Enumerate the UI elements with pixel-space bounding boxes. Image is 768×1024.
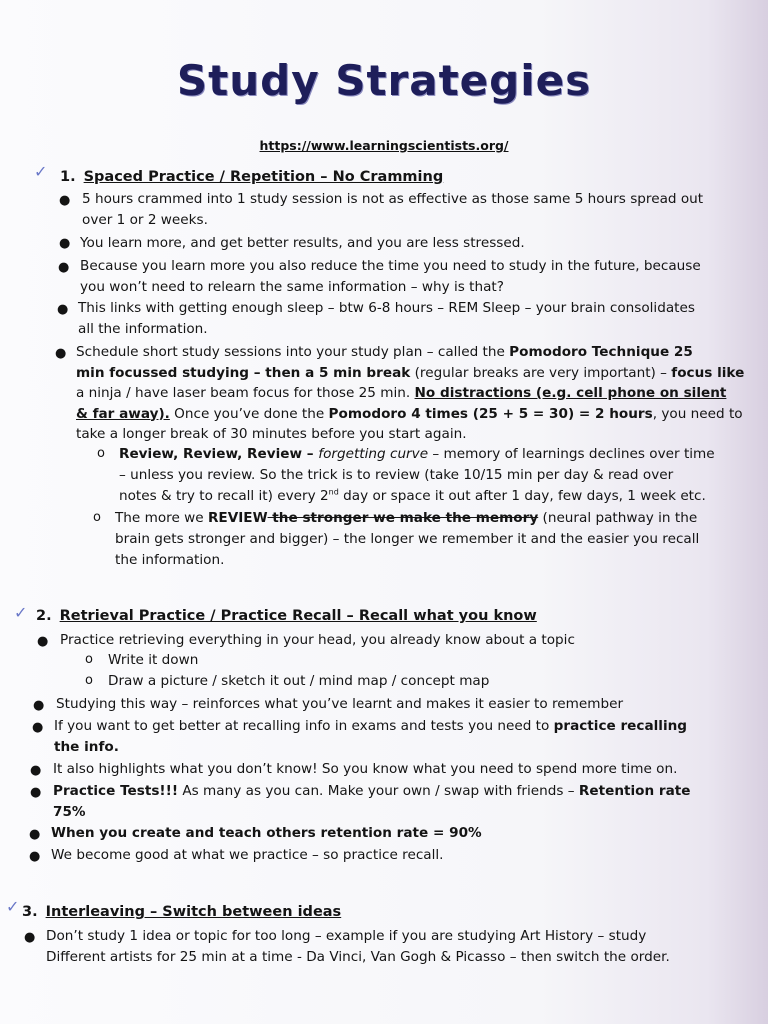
sub-bullet-icon: o bbox=[85, 652, 93, 667]
text-run: a ninja / have laser beam focus for those 25 min. bbox=[76, 385, 415, 401]
section-number: 1. bbox=[60, 169, 76, 185]
list-item-line: Different artists for 25 min at a time - Da Vinci, Van Gogh & Picasso – then switch the order. bbox=[46, 949, 670, 965]
sub-bullet-icon: o bbox=[97, 446, 105, 461]
bullet-icon: ● bbox=[24, 930, 36, 945]
list-item bbox=[60, 630, 575, 651]
list-item-line: We become good at what we practice – so practice recall. bbox=[51, 847, 444, 863]
bullet-icon: ● bbox=[29, 827, 41, 842]
section-title: Retrieval Practice / Practice Recall – Recall what you know bbox=[59, 608, 537, 624]
bold-text: Pomodoro Technique 25 bbox=[509, 344, 693, 360]
list-item-line: brain gets stronger and bigger) – the longer we remember it and the easier you recall bbox=[115, 531, 700, 547]
check-mark-icon: ✓ bbox=[14, 603, 28, 622]
section-number: 3. bbox=[22, 904, 38, 920]
list-item bbox=[51, 845, 444, 866]
underlined-text: & far away). bbox=[76, 405, 170, 422]
list-item-line: Practice retrieving everything in your head, you already know about a topic bbox=[60, 632, 575, 648]
underlined-text: No distractions (e.g. cell phone on silent bbox=[414, 385, 727, 401]
bold-text: 75% bbox=[53, 804, 86, 820]
bold-text: min focussed studying – then a 5 min break bbox=[76, 364, 411, 381]
list-item-line: the information. bbox=[115, 552, 225, 568]
section-number: 2. bbox=[36, 608, 52, 624]
bullet-icon: ● bbox=[37, 634, 49, 649]
bold-text: Retention rate bbox=[578, 783, 691, 799]
bullet-icon: ● bbox=[32, 720, 44, 735]
bold-text: practice recalling bbox=[553, 718, 688, 734]
bold-text: Practice Tests!!! bbox=[53, 783, 179, 799]
text-run: The more we bbox=[115, 510, 208, 526]
struck-text: the stronger we make the memory bbox=[267, 510, 539, 526]
list-item-line bbox=[54, 737, 687, 758]
list-item-line bbox=[53, 781, 691, 802]
list-item-line bbox=[76, 404, 744, 425]
list-item-line: 5 hours crammed into 1 study session is not as effective as those same 5 hours spread out bbox=[82, 191, 704, 207]
bold-text: focus like bbox=[671, 364, 745, 381]
list-item-line: Studying this way – reinforces what you’ve learnt and makes it easier to remember bbox=[56, 696, 624, 712]
list-item bbox=[51, 823, 482, 844]
list-item-line: It also highlights what you don’t know! So you know what you need to spend more time on. bbox=[53, 761, 678, 777]
bullet-icon: ● bbox=[57, 302, 69, 317]
list-item-line: Because you learn more you also reduce the time you need to study in the future, because bbox=[80, 258, 701, 274]
list-item-line bbox=[54, 716, 687, 737]
sub-bullet-icon: o bbox=[85, 673, 93, 688]
list-item-line bbox=[119, 486, 715, 507]
bold-text: Review, Review, Review – bbox=[119, 446, 319, 462]
list-item bbox=[54, 716, 687, 758]
list-item-line: This links with getting enough sleep – btw 6-8 hours – REM Sleep – your brain consolidates bbox=[78, 300, 695, 316]
bullet-icon: ● bbox=[55, 346, 67, 361]
check-mark-icon: ✓ bbox=[34, 162, 48, 181]
bold-text: Pomodoro 4 times (25 + 5 = 30) = 2 hours bbox=[328, 405, 653, 422]
text-run: As many as you can. Make your own / swap with friends – bbox=[178, 783, 579, 799]
list-item-line bbox=[76, 383, 744, 404]
sub-list-item bbox=[119, 444, 715, 507]
list-item-line bbox=[115, 508, 699, 529]
sub-list-item bbox=[115, 508, 699, 571]
text-run: day or space it out after 1 day, few days, 1 week etc. bbox=[338, 488, 706, 504]
sub-list-item bbox=[108, 650, 198, 671]
check-mark-icon: ✓ bbox=[6, 897, 20, 916]
text-run: – memory of learnings declines over time bbox=[428, 446, 715, 462]
text-run: (neural pathway in the bbox=[538, 510, 698, 526]
italic-text: forgetting curve bbox=[318, 446, 429, 462]
list-item-line bbox=[119, 444, 715, 465]
bullet-icon: ● bbox=[29, 849, 41, 864]
list-item-line: Don’t study 1 idea or topic for too long – example if you are studying Art History – study bbox=[46, 928, 647, 944]
bullet-icon: ● bbox=[33, 698, 45, 713]
text-run: If you want to get better at recalling info in exams and tests you need to bbox=[54, 718, 554, 734]
list-item-line bbox=[51, 823, 482, 844]
list-item-line: all the information. bbox=[78, 321, 208, 337]
list-item bbox=[53, 781, 691, 823]
list-item bbox=[56, 694, 623, 715]
bullet-icon: ● bbox=[30, 763, 42, 778]
section-2-heading bbox=[36, 608, 537, 624]
text-run: Once you’ve done the bbox=[169, 405, 329, 422]
source-link[interactable]: https://www.learningscientists.org/ bbox=[259, 138, 509, 153]
list-item-line bbox=[76, 363, 744, 384]
superscript: nd bbox=[328, 487, 339, 497]
list-item-line: – unless you review. So the trick is to review (take 10/15 min per day & read over bbox=[119, 467, 674, 483]
bullet-icon: ● bbox=[59, 193, 71, 208]
bullet-icon: ● bbox=[58, 260, 70, 275]
list-item-line: take a longer break of 30 minutes before you start again. bbox=[76, 426, 467, 442]
bold-text: REVIEW bbox=[207, 510, 268, 526]
text-run: notes & try to recall it) every 2 bbox=[119, 488, 329, 504]
list-item bbox=[53, 759, 677, 780]
bold-text: When you create and teach others retention rate = 90% bbox=[51, 825, 482, 841]
list-item-line: Write it down bbox=[108, 652, 199, 668]
list-item-line bbox=[76, 342, 744, 363]
bullet-icon: ● bbox=[59, 236, 71, 251]
list-item bbox=[80, 233, 525, 254]
text-run: Schedule short study sessions into your study plan – called the bbox=[76, 344, 510, 360]
list-item bbox=[80, 256, 701, 298]
page-title: Study Strategies bbox=[176, 56, 592, 105]
sub-list-item bbox=[108, 671, 489, 692]
text-run: , you need to bbox=[652, 405, 743, 422]
list-item bbox=[82, 189, 703, 231]
section-title: Interleaving – Switch between ideas bbox=[45, 904, 342, 920]
sub-bullet-icon: o bbox=[93, 510, 101, 525]
list-item bbox=[76, 342, 744, 445]
list-item bbox=[78, 298, 695, 340]
list-item-line: you won’t need to relearn the same information – why is that? bbox=[80, 279, 504, 295]
section-1-heading bbox=[60, 169, 443, 185]
bullet-icon: ● bbox=[30, 785, 42, 800]
section-title: Spaced Practice / Repetition – No Cramming bbox=[83, 169, 444, 185]
bold-text: the info. bbox=[54, 739, 119, 755]
list-item-line bbox=[53, 802, 691, 823]
list-item bbox=[46, 926, 670, 968]
list-item-line: You learn more, and get better results, and you are less stressed. bbox=[80, 235, 525, 251]
list-item-line: over 1 or 2 weeks. bbox=[82, 212, 208, 228]
text-run: (regular breaks are very important) – bbox=[410, 364, 672, 381]
section-3-heading bbox=[22, 904, 341, 920]
list-item-line: Draw a picture / sketch it out / mind map / concept map bbox=[108, 673, 490, 689]
